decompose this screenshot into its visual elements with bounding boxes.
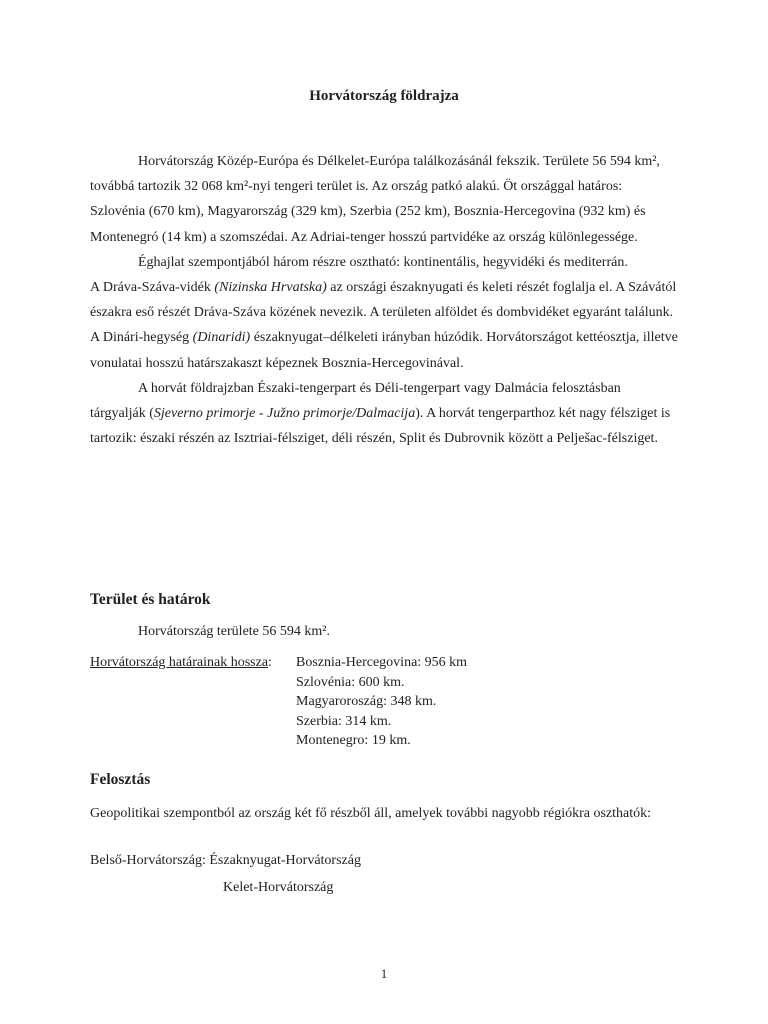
p3-italic: (Nizinska Hrvatska) xyxy=(214,280,327,296)
p5-text-b: ). A horvát tengerparthoz két nagy félsziget is tartozik: északi részén az Isztriai-félsziget, déli részén, Split és Dubrovnik között a Pelješac-félsziget. xyxy=(90,406,671,447)
borders-label-line xyxy=(90,655,272,671)
area-line: Horvátország területe 56 594 km². xyxy=(138,624,330,639)
border-item: Bosznia-Hercegovina: 956 km xyxy=(296,655,468,670)
section-heading-territory: Terület és határok xyxy=(90,591,211,608)
inner-croatia-label: Belső-Horvátország: xyxy=(90,853,210,868)
p5-text-a: A horvát földrajzban Északi-tengerpart és Déli-tengerpart vagy Dalmácia felosztásban tárgyalják ( xyxy=(90,380,621,422)
p4-text-b: északnyugat–délkeleti irányban húzódik. Horvátországot kettéosztja, illetve vonulatai hosszú határszakaszt képeznek Bosznia-Hercegovinával. xyxy=(90,330,678,371)
intro-paragraph-3 xyxy=(90,275,678,325)
intro-paragraph-5 xyxy=(90,376,678,452)
intro-paragraph-1: Horvátország Közép-Európa és Délkelet-Európa találkozásánál fekszik. Területe 56 594 km², továbbá tartozik 32 068 km²-nyi tengeri terület is. Az ország patkó alakú. Öt országgal határos: Szlovénia (670 km), Magyarország (329 km), Szerbia (252 km), Bosznia-Hercegovina (932 km) és Montenegró (14 km) a szomszédai. Az Adriai-tenger hosszú partvidéke az ország különlegessége. xyxy=(90,154,660,245)
border-item: Montenegro: 19 km. xyxy=(296,733,411,748)
p5-italic: Sjeverno primorje - Južno primorje/Dalmacija xyxy=(153,406,416,422)
page-number: 1 xyxy=(380,966,388,981)
division-paragraph: Geopolitikai szempontból az ország két fő részből áll, amelyek további nagyobb régiókra oszthatók: xyxy=(90,806,651,821)
border-item: Magyaroroszág: 348 km. xyxy=(296,694,437,709)
page-title: Horvátország földrajza xyxy=(309,88,459,104)
border-item: Szerbia: 314 km. xyxy=(296,714,392,729)
intro-paragraph-4 xyxy=(90,325,678,375)
intro-text xyxy=(90,149,678,451)
p4-italic: (Dinaridi) xyxy=(192,330,251,346)
p4-text-a: A Dinári-hegység xyxy=(90,330,193,346)
p3-text-b: az országi északnyugati és keleti részét foglalja el. A Szávától északra eső részét Dráva-Száva közének nevezik. A területen alföldet és dombvidéket egyaránt találunk. xyxy=(90,280,677,321)
intro-paragraph-2: Éghajlat szempontjából három részre osztható: kontinentális, hegyvidéki és mediterrán. xyxy=(138,254,628,270)
region-item: Északnyugat-Horvátország xyxy=(209,853,361,868)
borders-label: Horvátország határainak hossza xyxy=(90,655,269,670)
section-heading-division: Felosztás xyxy=(90,771,151,788)
p3-text-a: A Dráva-Száva-vidék xyxy=(90,280,215,296)
borders-colon: : xyxy=(268,655,272,670)
region-item: Kelet-Horvátország xyxy=(223,880,334,895)
inner-croatia-line xyxy=(90,853,361,869)
border-item: Szlovénia: 600 km. xyxy=(296,675,405,690)
division-text xyxy=(90,803,678,825)
